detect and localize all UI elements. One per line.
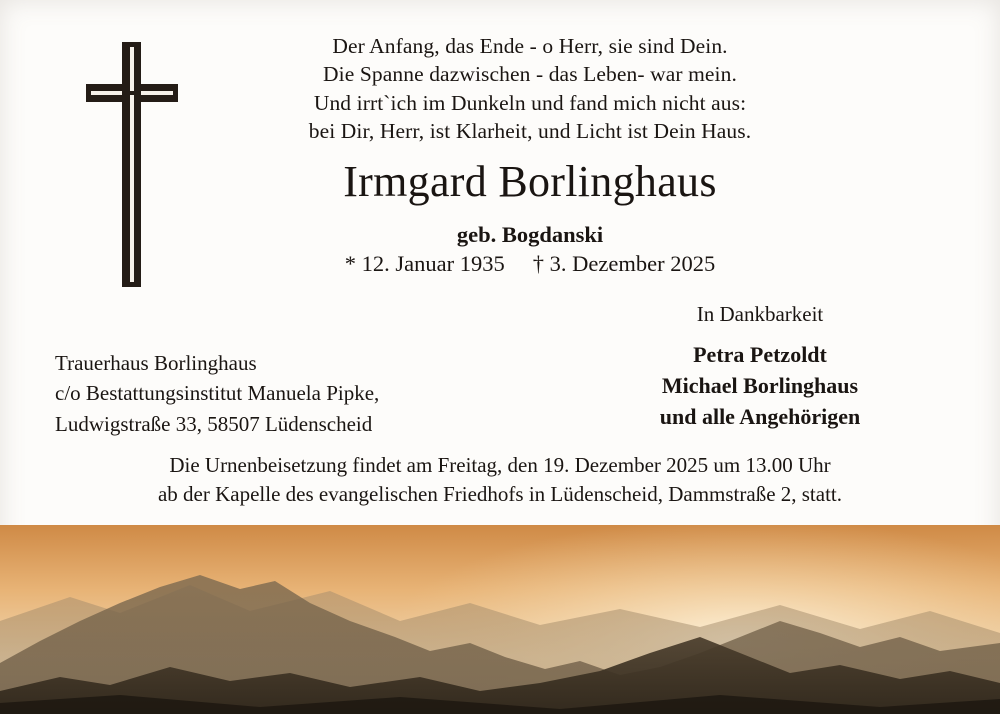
cross-icon [86,42,178,287]
birth-date: * 12. Januar 1935 [344,251,505,276]
ceremony-line-2: ab der Kapelle des evangelischen Friedhofs in Lüdenscheid, Dammstraße 2, statt. [157,481,843,506]
mourning-house-address [55,348,535,439]
verse-line-2: Die Spanne dazwischen - das Leben- war mein. [323,62,737,87]
gratitude-names [560,339,960,433]
mourner-name-3: und alle Angehörigen [659,404,861,430]
ceremony-details [40,451,960,509]
address-line-2: c/o Bestattungsinstitut Manuela Pipke, [55,381,380,406]
gratitude-block [560,300,960,433]
address-line-3: Ludwigstraße 33, 58507 Lüdenscheid [55,411,373,436]
verse-line-4: bei Dir, Herr, ist Klarheit, und Licht ist Dein Haus. [308,119,752,144]
memorial-verse [200,32,860,146]
deceased-name: Irmgard Borlinghaus [343,157,717,206]
mourner-name-2: Michael Borlinghaus [661,373,859,399]
verse-line-3: Und irrt`ich im Dunkeln und fand mich nicht aus: [313,90,747,115]
mountain-scene-graphic [0,525,1000,714]
death-date: † 3. Dezember 2025 [532,251,716,276]
verse-line-1: Der Anfang, das Ende - o Herr, sie sind Dein. [332,34,728,58]
mourner-name-1: Petra Petzoldt [693,341,827,367]
life-dates [180,251,880,277]
mountain-sunset-photo [0,525,1000,714]
maiden-name: geb. Bogdanski [456,222,604,247]
cross-center-inlay [122,91,141,95]
cross-vertical-inlay [130,47,134,282]
address-line-1: Trauerhaus Borlinghaus [55,351,257,375]
ceremony-line-1: Die Urnenbeisetzung findet am Freitag, den 19. Dezember 2025 um 13.00 Uhr [169,453,831,477]
gratitude-intro: In Dankbarkeit [696,302,824,326]
